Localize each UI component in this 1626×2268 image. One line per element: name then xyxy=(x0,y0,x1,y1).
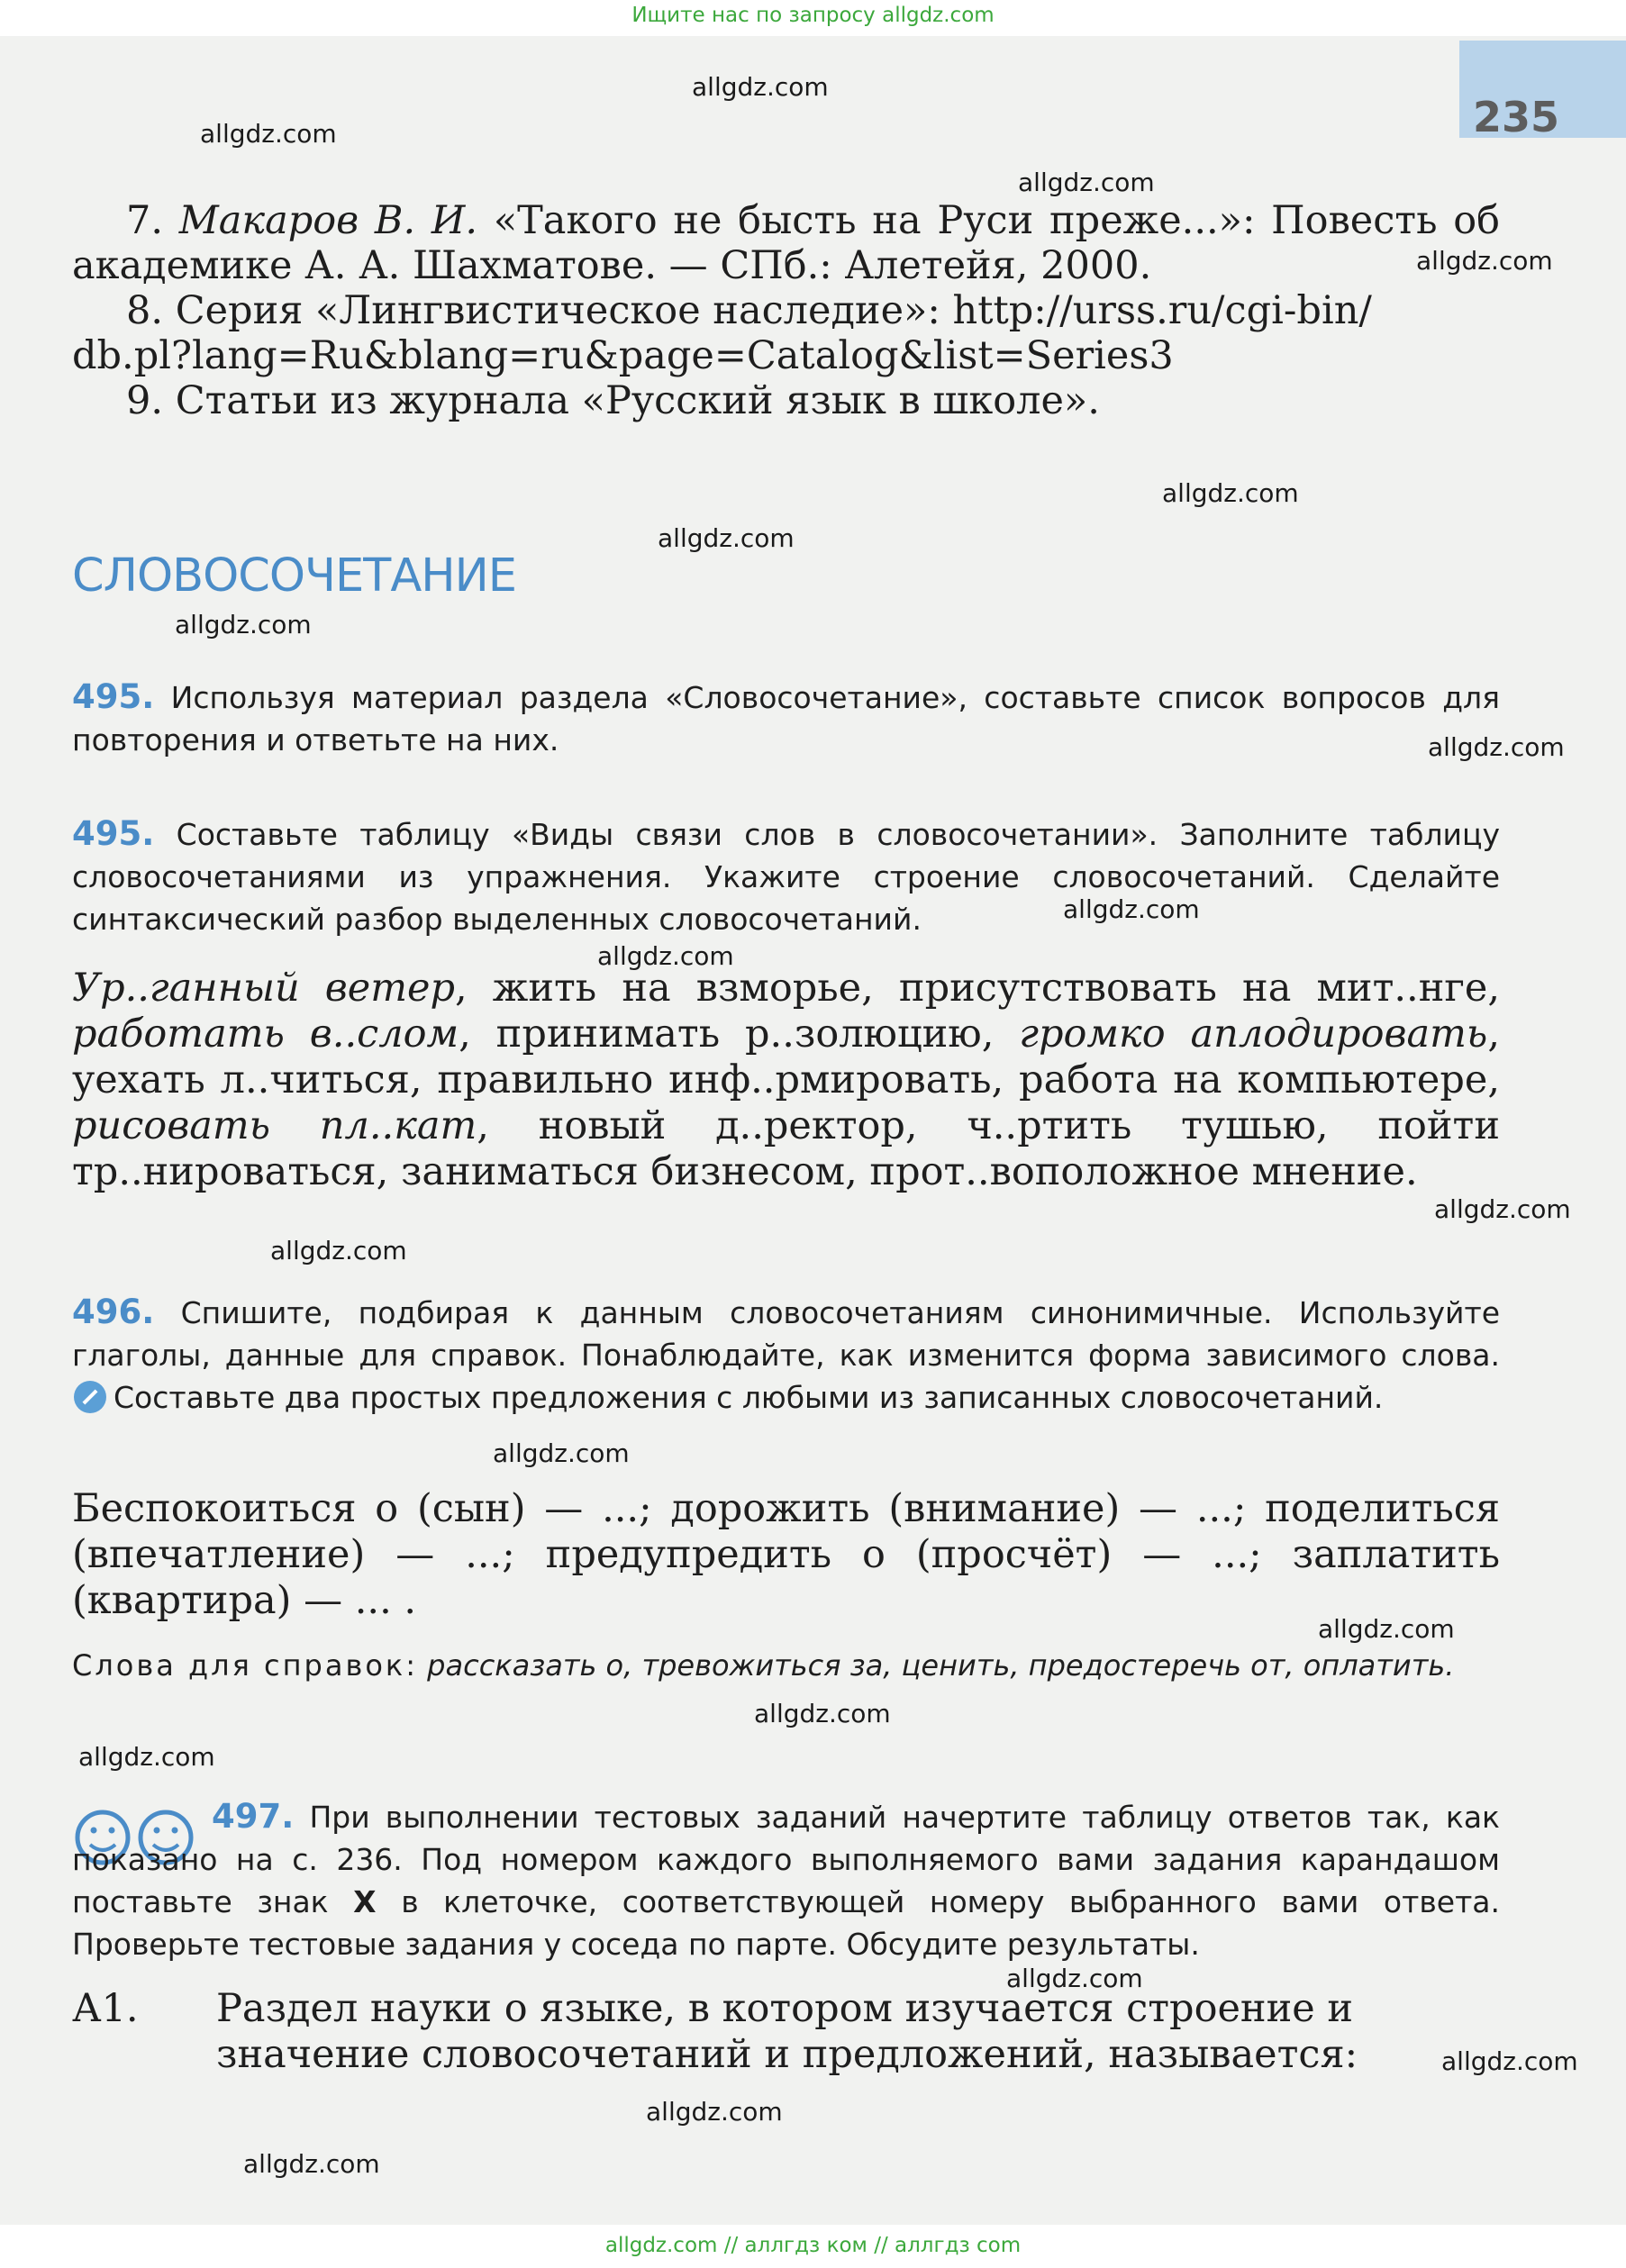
question-a1 xyxy=(72,1986,1500,2078)
task-text: При выполнении тестовых заданий начертите таблицу ответов так, как показано на с. 236. Под номером каждого выполняемого вами задания карандашом поставьте знак xyxy=(72,1800,1500,1919)
task-text: Используя материал раздела «Словосочетание», составьте список вопросов для повторения и ответьте на них. xyxy=(72,680,1500,758)
task-text: Составьте таблицу «Виды связи слов в словосочетании». Заполните таблицу словосочетаниями из упражнения. Укажите строение словосочетаний. Сделайте синтаксический разбор выделенных словосочетаний. xyxy=(72,817,1500,937)
watermark[interactable]: allgdz.com xyxy=(1018,168,1155,197)
task-number: 497. xyxy=(212,1797,295,1836)
watermark[interactable]: allgdz.com xyxy=(1416,246,1553,276)
help-words-label: Слова для справок: xyxy=(72,1648,418,1683)
task-text-part2: Составьте два простых предложения с любыми из записанных словосочетаний. xyxy=(114,1380,1384,1415)
watermark[interactable]: allgdz.com xyxy=(78,1742,215,1772)
question-label: А1. xyxy=(72,1986,139,2031)
pencil-icon xyxy=(74,1381,106,1413)
watermark[interactable]: allgdz.com xyxy=(243,2149,380,2179)
mark-x: X xyxy=(353,1884,377,1919)
task-text-part2: в клеточке, соответствующей номеру выбранного вами ответа. Проверьте тестовые задания у соседа по парте. Обсудите результаты. xyxy=(72,1884,1501,1962)
task-number: 496. xyxy=(72,1293,155,1331)
watermark[interactable]: allgdz.com xyxy=(1063,894,1200,924)
exercise-phrase: , уехать л..читься, правильно инф..рмировать, работа на компьютере, xyxy=(72,1012,1500,1102)
exercise-495-text xyxy=(72,966,1500,1195)
highlighted-phrase: Ур..ганный ветер xyxy=(72,966,456,1011)
watermark[interactable]: allgdz.com xyxy=(175,610,312,640)
watermark[interactable]: allgdz.com xyxy=(646,2097,783,2127)
watermark[interactable]: allgdz.com xyxy=(493,1438,630,1468)
help-words xyxy=(72,1645,1500,1687)
watermark[interactable]: allgdz.com xyxy=(1441,2046,1578,2076)
reference-9 xyxy=(72,378,1100,423)
top-banner[interactable]: Ищите нас по запросу allgdz.com xyxy=(631,4,995,27)
bottom-banner[interactable]: allgdz.com // аллгдз ком // аллгдз com xyxy=(604,2234,1022,2257)
watermark[interactable]: allgdz.com xyxy=(597,941,734,971)
page-number: 235 xyxy=(1473,93,1560,141)
task-495-repeat xyxy=(72,676,1500,761)
exercise-phrase: , принимать р..золюцию, xyxy=(459,1012,1020,1057)
question-text: Раздел науки о языке, в котором изучается строение и значение словосочетаний и предложений, называется: xyxy=(216,1986,1358,2077)
highlighted-phrase: работать в..слом xyxy=(72,1012,459,1057)
watermark[interactable]: allgdz.com xyxy=(1162,478,1299,508)
reference-text[interactable]: Серия «Лингвистическое наследие»: http://urss.ru/cgi-bin/ db.pl?lang=Ru&blang=ru&page=Catalog&list=Series3 xyxy=(72,288,1372,378)
watermark[interactable]: allgdz.com xyxy=(692,72,829,102)
reference-text: «Такого не бысть на Руси преже...»: Повесть об академике А. А. Шахматове. — СПб.: Алетейя, 2000. xyxy=(72,198,1501,288)
watermark[interactable]: allgdz.com xyxy=(754,1699,891,1728)
exercise-496-text: Беспокоиться о (сын) — ...; дорожить (внимание) — ...; поделиться (впечатление) — ...; предупредить о (просчёт) — ...; заплатить (квартира) — ... . xyxy=(72,1486,1500,1623)
exercise-phrase: , новый д..ректор, ч..ртить тушью, пойти тр..нироваться, заниматься бизнесом, прот..воположное мнение. xyxy=(72,1103,1500,1194)
reference-7 xyxy=(72,198,1500,288)
watermark[interactable]: allgdz.com xyxy=(658,523,795,553)
highlighted-phrase: громко аплодировать xyxy=(1019,1012,1488,1057)
exercise-phrase: , жить на взморье, присутствовать на мит..нге, xyxy=(455,966,1500,1011)
reference-8 xyxy=(72,288,1500,378)
watermark[interactable]: allgdz.com xyxy=(270,1236,407,1266)
watermark[interactable]: allgdz.com xyxy=(200,119,337,149)
section-title: СЛОВОСОЧЕТАНИЕ xyxy=(72,549,516,603)
reference-text: Статьи из журнала «Русский язык в школе». xyxy=(175,378,1100,423)
watermark[interactable]: allgdz.com xyxy=(1434,1194,1571,1224)
reference-number: 7. xyxy=(126,198,164,243)
task-number: 495. xyxy=(72,677,155,716)
help-words-list: рассказать о, тревожиться за, ценить, предостеречь от, оплатить. xyxy=(427,1648,1455,1683)
task-number: 495. xyxy=(72,814,155,853)
task-497 xyxy=(72,1795,1500,1965)
reference-author: Макаров В. И. xyxy=(178,198,478,243)
task-496 xyxy=(72,1291,1500,1419)
watermark[interactable]: allgdz.com xyxy=(1318,1614,1455,1644)
reference-number: 8. xyxy=(126,288,164,333)
reference-number: 9. xyxy=(126,378,164,423)
watermark[interactable]: allgdz.com xyxy=(1006,1964,1143,1993)
task-text: Спишите, подбирая к данным словосочетаниям синонимичные. Используйте глаголы, данные для справок. Понаблюдайте, как изменится форма зависимого слова. xyxy=(72,1295,1500,1373)
watermark[interactable]: allgdz.com xyxy=(1428,732,1565,762)
highlighted-phrase: рисовать пл..кат xyxy=(72,1103,477,1148)
task-495-table xyxy=(72,812,1500,940)
